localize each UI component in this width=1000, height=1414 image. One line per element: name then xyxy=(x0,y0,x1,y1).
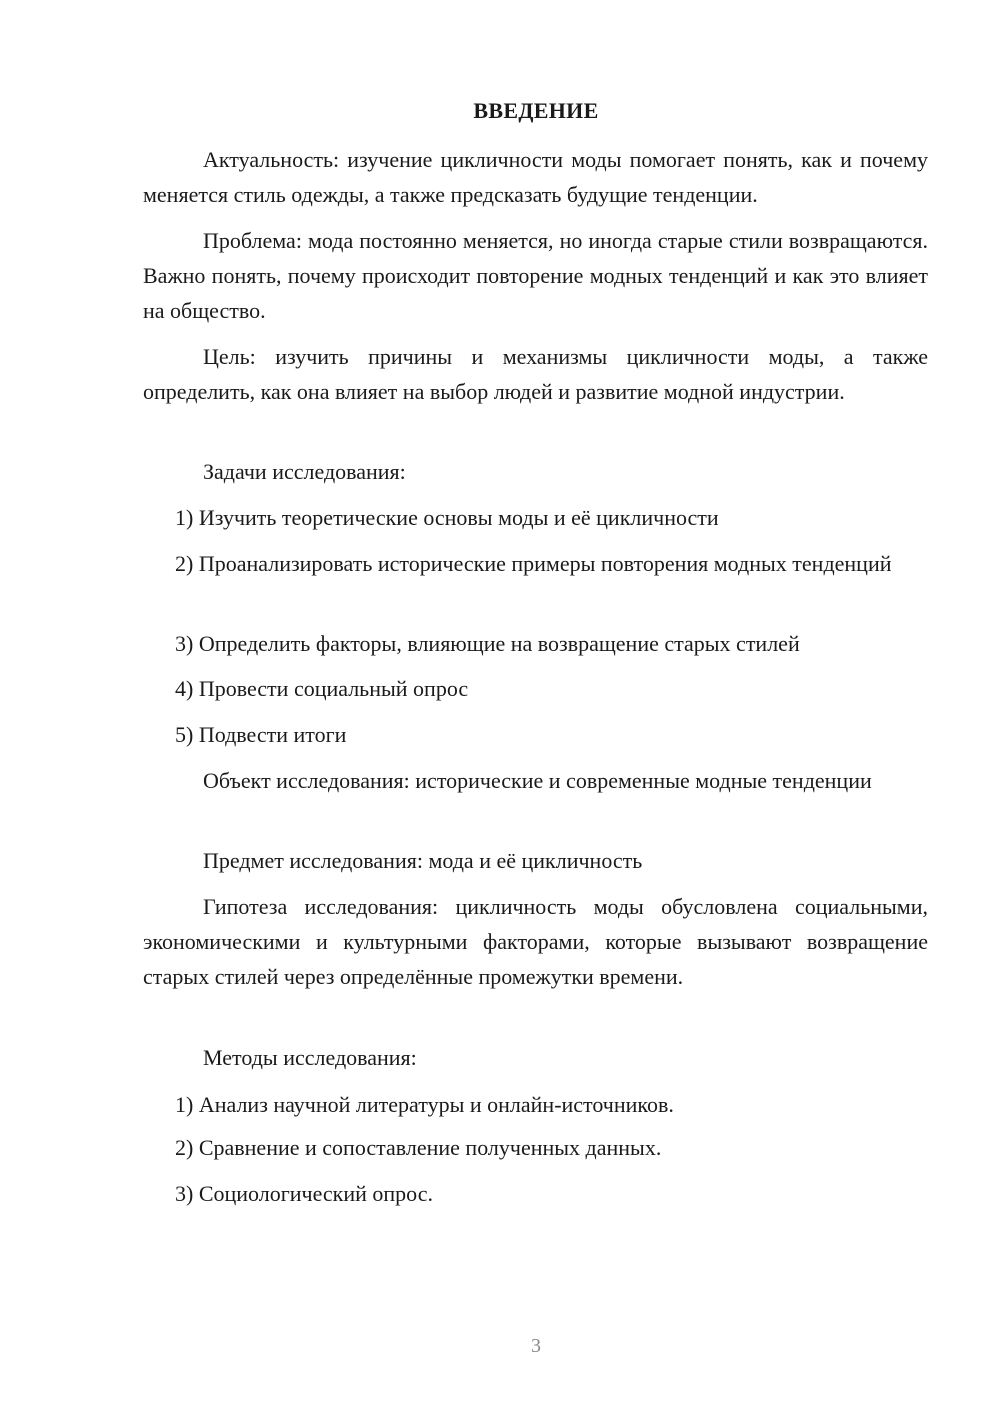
task-item-4: 4) Провести социальный опрос xyxy=(175,676,469,701)
problem-paragraph: Проблема: мода постоянно меняется, но иногда старые стили возвращаются. Важно понять, почему происходит повторение модных тенденций и как это влияет на общество. xyxy=(143,228,928,323)
goal-paragraph: Цель: изучить причины и механизмы цикличности моды, а также определить, как она влияет на выбор людей и развитие модной индустрии. xyxy=(143,344,928,404)
method-item-1: 1) Анализ научной литературы и онлайн-источников. xyxy=(175,1092,674,1117)
relevance-paragraph: Актуальность: изучение цикличности моды помогает понять, как и почему меняется стиль одежды, а также предсказать будущие тенденции. xyxy=(143,147,928,207)
task-item-3: 3) Определить факторы, влияющие на возвращение старых стилей xyxy=(175,631,800,656)
subject-paragraph: Предмет исследования: мода и её цикличность xyxy=(203,848,643,873)
methods-heading: Методы исследования: xyxy=(203,1045,417,1070)
object-paragraph: Объект исследования: исторические и современные модные тенденции xyxy=(203,768,872,793)
section-heading: ВВЕДЕНИЕ xyxy=(473,98,599,123)
method-item-3: 3) Социологический опрос. xyxy=(175,1181,433,1206)
task-item-1: 1) Изучить теоретические основы моды и её цикличности xyxy=(175,505,719,530)
page-number: 3 xyxy=(531,1335,541,1357)
tasks-heading: Задачи исследования: xyxy=(203,459,406,484)
hypothesis-paragraph: Гипотеза исследования: цикличность моды обусловлена социальными, экономическими и культурными факторами, которые вызывают возвращение старых стилей через определённые промежутки времени. xyxy=(143,894,928,989)
task-item-2: 2) Проанализировать исторические примеры повторения модных тенденций xyxy=(175,551,892,576)
method-item-2: 2) Сравнение и сопоставление полученных данных. xyxy=(175,1135,662,1160)
task-item-5: 5) Подвести итоги xyxy=(175,722,347,747)
